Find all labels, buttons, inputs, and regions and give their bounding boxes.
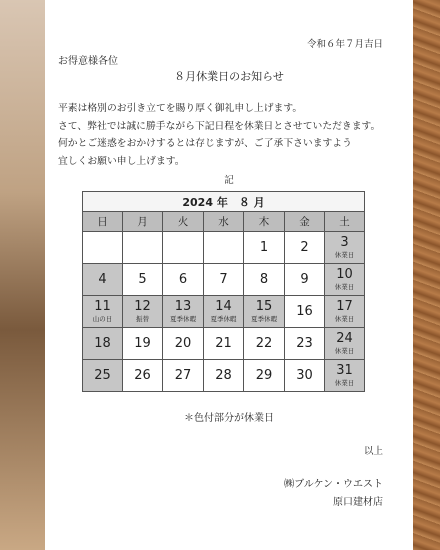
calendar-day-cell xyxy=(285,360,325,392)
closing-mark: 以上 xyxy=(363,446,383,457)
calendar-day-cell xyxy=(285,232,325,264)
calendar-day-cell xyxy=(325,360,365,392)
weekday-header: 土 xyxy=(325,212,365,232)
calendar-day-cell xyxy=(325,232,365,264)
day-note: 夏季休暇 xyxy=(210,314,237,323)
day-number: 14 xyxy=(215,298,232,314)
body-line: 平素は格別のお引き立てを賜り厚く御礼申し上げます。 xyxy=(58,103,303,114)
calendar-day-cell xyxy=(83,360,123,392)
day-number: 28 xyxy=(215,367,232,383)
calendar-day-cell xyxy=(123,328,163,360)
calendar-day-cell xyxy=(244,328,285,360)
day-number: 31 xyxy=(336,362,353,378)
day-number: 6 xyxy=(178,271,188,287)
calendar-week-row xyxy=(83,328,365,360)
calendar-day-cell xyxy=(325,328,365,360)
calendar-day-cell xyxy=(285,264,325,296)
day-number: 26 xyxy=(134,367,151,383)
calendar-day-cell xyxy=(123,296,163,328)
day-number: 5 xyxy=(138,271,147,287)
letter-body xyxy=(58,100,380,170)
calendar-day-cell xyxy=(83,264,123,296)
calendar-week-row xyxy=(83,360,365,392)
calendar-day-cell xyxy=(163,264,204,296)
calendar-day-cell xyxy=(123,232,163,264)
day-number: 12 xyxy=(134,298,151,314)
day-note: 夏季休暇 xyxy=(170,314,196,323)
day-note: 振替 xyxy=(136,314,149,323)
weekday-header: 木 xyxy=(244,212,285,232)
day-number: 10 xyxy=(336,266,353,282)
calendar-day-cell xyxy=(123,360,163,392)
weekday-header: 金 xyxy=(285,212,325,232)
day-number: 20 xyxy=(174,335,192,351)
background-left-blur xyxy=(0,0,45,550)
store-name: 原口建材店 xyxy=(333,497,383,508)
day-number: 24 xyxy=(336,330,353,346)
legend-note: ＊色付部分が休業日 xyxy=(184,413,274,424)
day-number: 13 xyxy=(174,298,192,314)
day-number: 4 xyxy=(98,271,107,287)
day-number: 21 xyxy=(215,335,232,351)
calendar-day-cell xyxy=(204,360,244,392)
day-number: 30 xyxy=(296,367,313,383)
calendar-day-cell xyxy=(244,264,285,296)
calendar-day-cell xyxy=(204,232,244,264)
body-line: さて、弊社では誠に勝手ながら下記日程を休業日とさせていただきます。 xyxy=(58,120,381,132)
day-number: 19 xyxy=(134,335,151,351)
calendar-day-cell xyxy=(83,232,123,264)
letter-title: ８月休業日のお知らせ xyxy=(174,70,284,83)
calendar-heading: 2024 年 ８ 月 xyxy=(83,192,365,212)
weekday-header: 火 xyxy=(163,212,204,232)
body-line: 宜しくお願い申し上げます。 xyxy=(58,155,185,167)
day-number: 15 xyxy=(255,298,273,314)
calendar-week-row xyxy=(83,296,365,328)
calendar-day-cell xyxy=(83,296,123,328)
day-number: 23 xyxy=(296,335,313,351)
day-note: 夏季休暇 xyxy=(251,314,277,323)
calendar-day-cell xyxy=(325,264,365,296)
day-number: 8 xyxy=(259,271,269,287)
letter-addressee: お得意様各位 xyxy=(58,56,118,67)
calendar-day-cell xyxy=(163,296,204,328)
day-number: 7 xyxy=(219,271,228,287)
calendar-day-cell xyxy=(83,328,123,360)
day-number: 9 xyxy=(300,271,309,287)
calendar-day-cell xyxy=(204,296,244,328)
day-note: 休業日 xyxy=(334,346,355,355)
day-number: 16 xyxy=(296,303,313,319)
calendar-day-cell xyxy=(163,232,204,264)
day-note: 山の日 xyxy=(92,314,113,323)
day-note: 休業日 xyxy=(334,250,355,259)
letter-date: 令和６年７月吉日 xyxy=(306,39,383,50)
day-number: 18 xyxy=(94,335,111,351)
day-number: 27 xyxy=(174,367,192,383)
calendar-week-row xyxy=(83,264,365,296)
day-note: 休業日 xyxy=(334,282,355,291)
day-number: 25 xyxy=(94,367,111,383)
calendar-day-cell xyxy=(204,328,244,360)
holiday-calendar xyxy=(82,191,365,392)
ki-mark: 記 xyxy=(224,175,234,186)
notice-paper xyxy=(45,0,413,550)
calendar-day-cell xyxy=(285,296,325,328)
calendar-day-cell xyxy=(285,328,325,360)
calendar-day-cell xyxy=(163,360,204,392)
day-note: 休業日 xyxy=(334,314,355,323)
calendar-day-cell xyxy=(204,264,244,296)
day-number: 17 xyxy=(336,298,353,314)
day-number: 11 xyxy=(94,298,111,314)
day-number: 1 xyxy=(259,239,269,255)
calendar-day-cell xyxy=(244,232,285,264)
calendar-day-cell xyxy=(244,360,285,392)
calendar-day-cell xyxy=(163,328,204,360)
body-line: 何かとご迷惑をおかけするとは存じますが、ご了承下さいますよう xyxy=(58,138,352,149)
calendar-week-row xyxy=(83,232,365,264)
day-number: 29 xyxy=(255,367,273,383)
day-note: 休業日 xyxy=(334,378,355,387)
weekday-header: 水 xyxy=(204,212,244,232)
background-wood-texture xyxy=(413,0,440,550)
company-name: ㈱ブルケン・ウエスト xyxy=(284,479,383,490)
day-number: 3 xyxy=(340,234,349,250)
weekday-header: 月 xyxy=(123,212,163,232)
day-number: 22 xyxy=(255,335,273,351)
weekday-header: 日 xyxy=(83,212,123,232)
day-number: 2 xyxy=(300,239,309,255)
calendar-day-cell xyxy=(325,296,365,328)
calendar-day-cell xyxy=(123,264,163,296)
calendar-weeks xyxy=(83,232,365,392)
calendar-day-cell xyxy=(244,296,285,328)
